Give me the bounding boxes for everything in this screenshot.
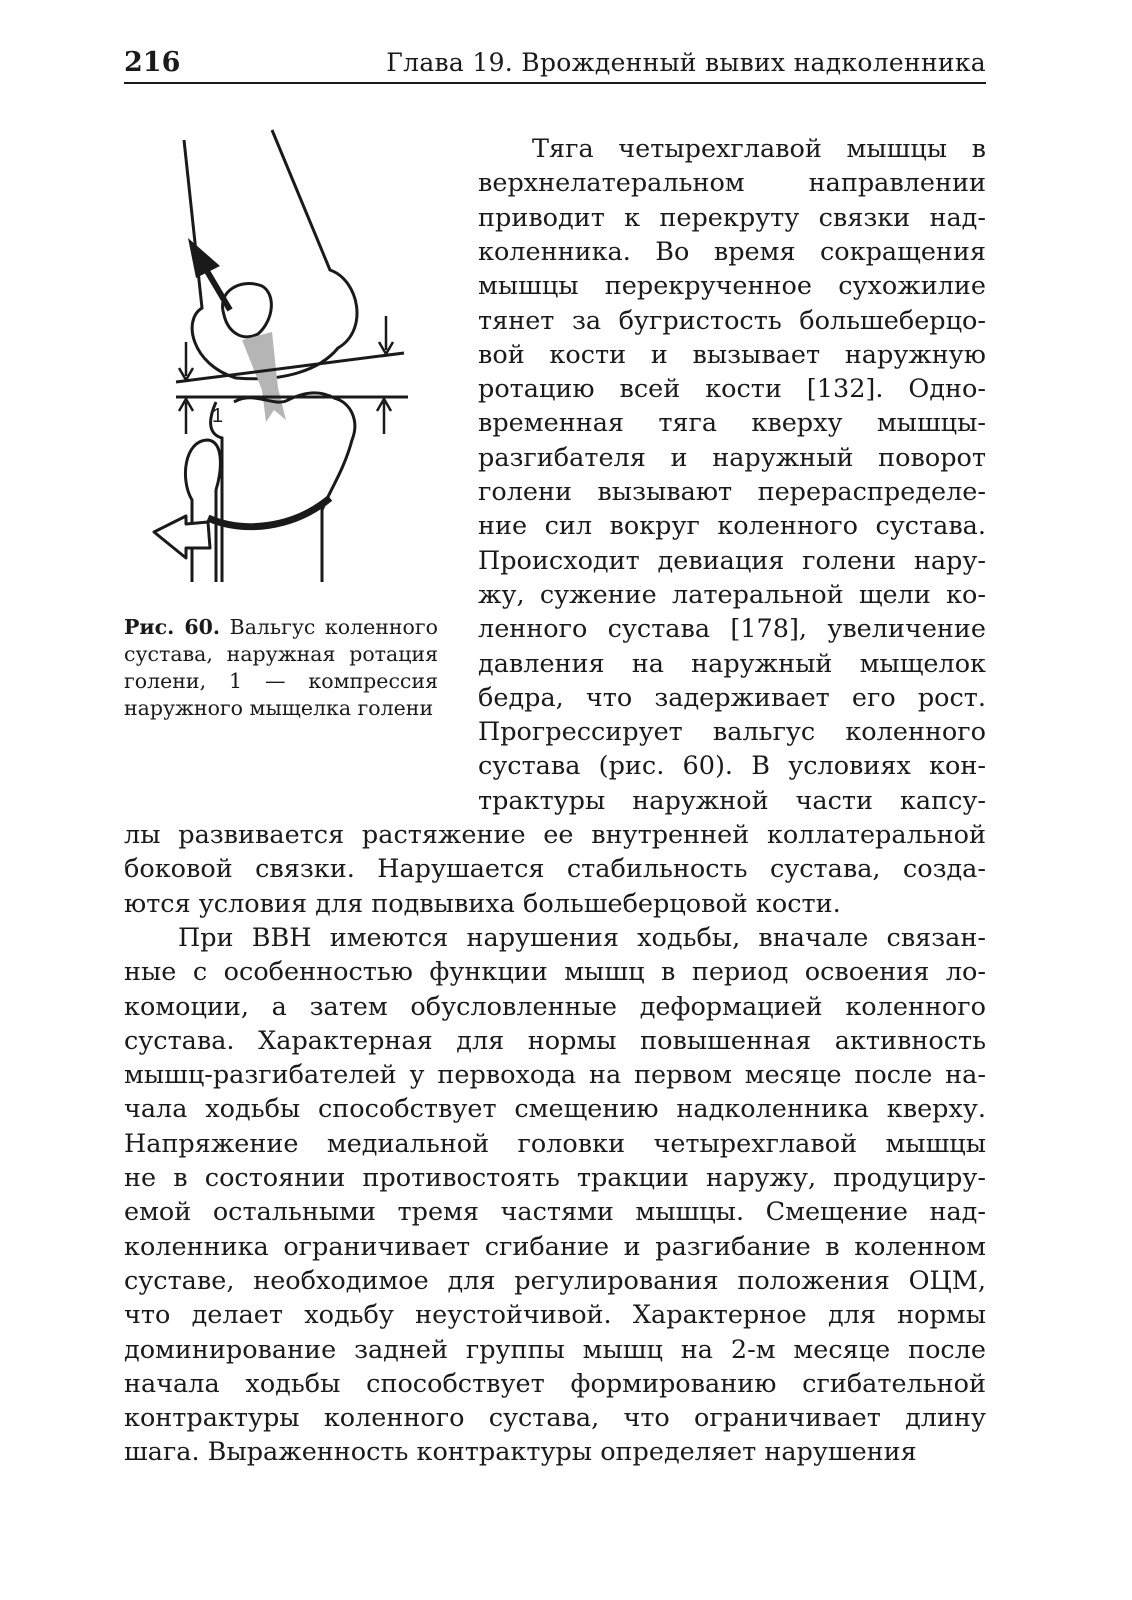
- body-line: Прогрессирует вальгус коленного: [478, 717, 986, 748]
- body-line: временная тяга кверху мышцы-: [478, 408, 986, 439]
- body-line: ротацию всей кости [132]. Одно-: [478, 374, 986, 405]
- tibia-outline: [211, 398, 355, 582]
- body-line: емой остальными тремя частями мышцы. Смещение над-: [124, 1197, 986, 1228]
- body-line: приводит к перекруту связки над-: [478, 202, 986, 233]
- body-line: боковой связки. Нарушается стабильность сустава, созда-: [124, 854, 986, 885]
- figure-callout: 1: [212, 405, 224, 427]
- body-line: чала ходьбы способствует смещению надколенника кверху.: [124, 1094, 986, 1125]
- patella-outline: [223, 284, 272, 337]
- body-line: мышц-разгибателей у первохода на первом месяце после на-: [124, 1060, 986, 1091]
- knee-valgus-figure: [124, 120, 438, 620]
- body-line: шага. Выраженность контрактуры определяет нарушения: [124, 1437, 917, 1468]
- quadriceps-arrow-shaft: [204, 266, 230, 310]
- body-line: ние сил вокруг коленного сустава.: [478, 511, 986, 542]
- body-line: ленного сустава [178], увеличение: [478, 614, 986, 645]
- body-line: трактуры наружной части капсу-: [478, 785, 986, 816]
- body-line: сустава (рис. 60). В условиях кон-: [478, 751, 986, 782]
- body-line: верхнелатеральном направлении: [478, 168, 986, 199]
- body-line: сустава. Характерная для нормы повышенная активность: [124, 1025, 986, 1056]
- body-line: контрактуры коленного сустава, что ограничивает длину: [124, 1403, 986, 1434]
- body-line: вой кости и вызывает наружную: [478, 339, 986, 370]
- body-line: комоции, а затем обусловленные деформацией коленного: [124, 991, 986, 1022]
- figure-caption: [124, 614, 438, 722]
- rotation-band: [208, 498, 330, 527]
- body-line: Тяга четырехглавой мышцы в: [532, 134, 986, 164]
- fibula-outline: [185, 440, 220, 582]
- body-line: жу, сужение латеральной щели ко-: [478, 579, 986, 610]
- body-line: разгибателя и наружный поворот: [478, 442, 986, 473]
- body-line: доминирование задней группы мышц на 2-м месяце после: [124, 1334, 986, 1365]
- body-line: давления на наружный мыщелок: [478, 648, 986, 679]
- page-number: 216: [124, 47, 181, 78]
- tilted-joint-line: [176, 353, 404, 382]
- body-line: что делает ходьбу неустойчивой. Характерное для нормы: [124, 1300, 986, 1331]
- body-line: тянет за бугристость большеберцо-: [478, 305, 986, 336]
- body-line: бедра, что задерживает его рост.: [478, 682, 986, 713]
- body-line: При ВВН имеются нарушения ходьбы, вначале связан-: [178, 922, 986, 953]
- body-line: коленника. Во время сокращения: [478, 236, 986, 267]
- caption-label: Рис. 60.: [124, 615, 221, 639]
- body-line: ные с особенностью функции мышц в период освоения ло-: [124, 957, 986, 988]
- page-header: [124, 44, 986, 84]
- body-line: голени вызывают перераспределе-: [478, 477, 986, 507]
- rotation-arrow: [154, 516, 210, 558]
- body-line: начала ходьбы способствует формированию сгибательной: [124, 1368, 986, 1399]
- body-line: Напряжение медиальной головки четырехглавой мышцы: [124, 1128, 986, 1159]
- body-line: Происходит девиация голени нару-: [478, 545, 986, 576]
- body-line: мышцы перекрученное сухожилие: [478, 271, 986, 302]
- running-title: Глава 19. Врожденный вывих надколенника: [386, 48, 986, 77]
- body-line: суставе, необходимое для регулирования положения ОЦМ,: [124, 1265, 986, 1296]
- body-line: лы развивается растяжение ее внутренней коллатеральной: [124, 820, 986, 850]
- body-line: ются условия для подвывиха большеберцовой кости.: [124, 888, 841, 919]
- body-line: коленника ограничивает сгибание и разгибание в коленном: [124, 1231, 986, 1262]
- caption-text: Вальгус коленного сустава, наружная ротация голени, 1 — компрессия наружного мыщелка голени: [124, 615, 438, 720]
- body-line: не в состоянии противостоять тракции наружу, продуциру-: [124, 1163, 986, 1193]
- quadriceps-arrow-head: [188, 238, 220, 278]
